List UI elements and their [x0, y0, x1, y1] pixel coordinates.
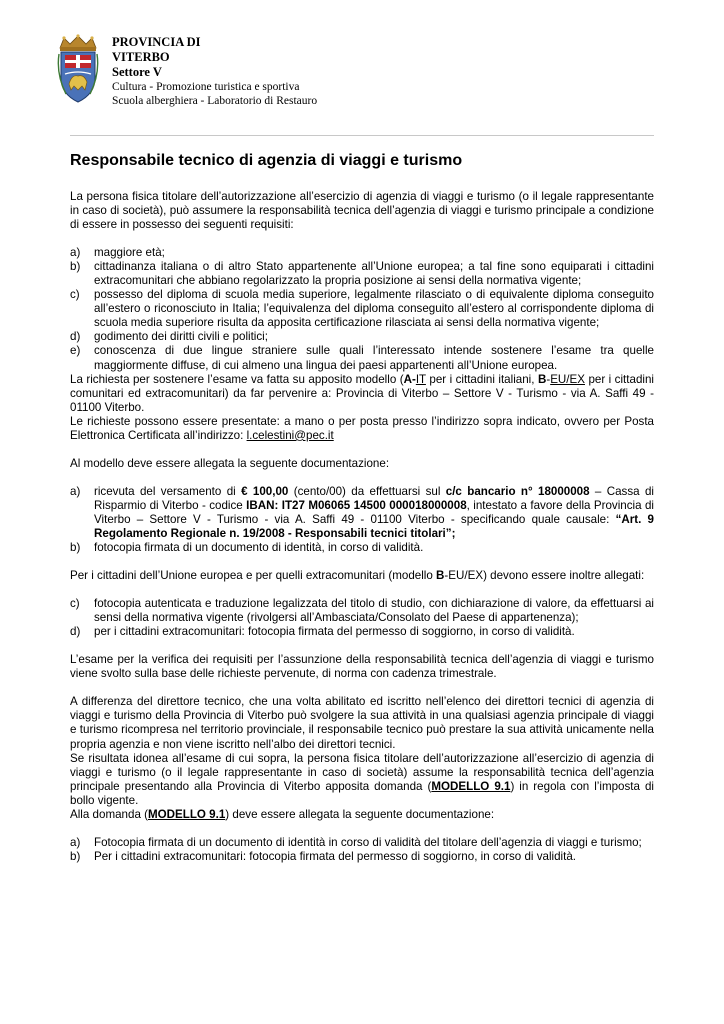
header-divider — [70, 135, 654, 136]
list-item: e) conoscenza di due lingue straniere sulle quali l’interessato intende sostenere l’esame tra quelle maggiormente diffuse, di cui almeno una lingua dei paesi appartenenti all’Unione europea. — [70, 344, 654, 372]
org-name-line1: PROVINCIA DI — [112, 35, 201, 49]
list-item: c) fotocopia autenticata e traduzione legalizzata del titolo di studio, con dichiarazione di valore, da effettuarsi ai sensi della normativa vigente (rivolgersi all’Ambasciata/Consolato del Paese di appartenenza); — [70, 597, 654, 625]
letterhead — [56, 34, 656, 114]
requirements-list — [70, 246, 654, 372]
department-line2: Scuola alberghiera - Laboratorio di Restauro — [112, 95, 318, 107]
domanda-paragraph: Alla domanda (MODELLO 9.1) deve essere allegata la seguente documentazione: — [70, 807, 495, 821]
difference-paragraph: A differenza del direttore tecnico, che una volta abilitato ed iscritto nell’elenco dei direttori tecnici di agenzia di viaggi e turismo della Provincia di Viterbo può svolgere la sua attività in una qualsiasi agenzia principale di viaggi e turismo ricompresa nel territorio provinciale, il responsabile tecnico può prestare la sua attività unicamente nella propria agenzia e non viene iscritto nell’albo dei direttori tecnici. — [70, 695, 654, 751]
list-item: a) Fotocopia firmata di un documento di identità in corso di validità del titolare dell’agenzia di viaggi e turismo; — [70, 835, 642, 849]
suitability-paragraph: Se risultata idonea all’esame di cui sopra, la persona fisica titolare dell’autorizzazione all’esercizio di agenzia di viaggi e turismo (o il legale rappresentante in caso di società) assume la responsabilità tecnica dell’agenzia principale presentando alla Provincia di Viterbo apposita domanda (MODELLO 9.1) in regola con l’imposta di bollo vigente. — [70, 751, 654, 807]
list-item: d) godimento dei diritti civili e politici; — [70, 330, 268, 344]
org-name-line2: VITERBO — [112, 50, 170, 64]
payment-amount: € 100,00 — [241, 484, 289, 498]
document-body — [70, 190, 654, 864]
exam-paragraph: L’esame per la verifica dei requisiti per l’assunzione della responsabilità tecnica dell’agenzia di viaggi e turismo viene svolto sulla base delle richieste pervenute, di norma con cadenza trimestrale. — [70, 653, 654, 681]
list-item: a) ricevuta del versamento di € 100,00 (cento/00) da effettuarsi sul c/c bancario n° 18000008 – Cassa di Risparmio di Viterbo - codice IBAN: IT27 M06065 14500 000018000008, intestato a favore della Provincia di Viterbo – Settore V - Turismo - via A. Saffi 49 - 01100 Viterbo - specificando quale causale: “Art. 9 Regolamento Regionale n. 19/2008 - Responsabili tecnici titolari”; — [70, 484, 654, 540]
list-item: b) cittadinanza italiana o di altro Stato appartenente all’Unione europea; a tal fine sono equiparati i cittadini extracomunitari che abbiano regolarizzato la propria posizione ai sensi della normativa vigente; — [70, 260, 654, 288]
list-item: a) maggiore età; — [70, 246, 165, 260]
documents-intro: Al modello deve essere allegata la seguente documentazione: — [70, 456, 390, 470]
presentation-paragraph: Le richieste possono essere presentate: a mano o per posta presso l’indirizzo sopra indicato, ovvero per Posta Elettronica Certificata all’indirizzo: l.celestini@pec.it — [70, 414, 654, 442]
eu-intro-paragraph: Per i cittadini dell’Unione europea e per quelli extracomunitari (modello B-EU/EX) devono essere inoltre allegati: — [70, 569, 645, 583]
page-title: Responsabile tecnico di agenzia di viaggi e turismo — [70, 152, 463, 169]
list-item: d) per i cittadini extracomunitari: fotocopia firmata del permesso di soggiorno, in corso di validità. — [70, 625, 575, 639]
iban-code: IBAN: IT27 M06065 14500 000018000008 — [246, 498, 467, 512]
sector-name: Settore V — [112, 65, 162, 79]
bank-account: c/c bancario n° 18000008 — [445, 484, 590, 498]
list-item: b) fotocopia firmata di un documento di identità, in corso di validità. — [70, 541, 424, 555]
department-line1: Cultura - Promozione turistica e sportiva — [112, 81, 300, 93]
intro-paragraph: La persona fisica titolare dell’autorizzazione all’esercizio di agenzia di viaggi e turismo (o il legale rappresentante in caso di società), può assumere la responsabilità tecnica dell’agenzia di viaggi e turismo principale a condizione di essere in possesso dei seguenti requisiti: — [70, 190, 654, 232]
list-item: c) possesso del diploma di scuola media superiore, legalmente rilasciato o di equivalente diploma conseguito all’estero o riconosciuto in Italia; l’equivalenza del diploma conseguito all’estero al corrispondente diploma di scuola media superiore risulta da apposita certificazione rilasciata ai sensi della normativa vigente; — [70, 288, 654, 330]
coat-of-arms-icon — [56, 34, 100, 106]
request-paragraph: La richiesta per sostenere l’esame va fatta su apposito modello (A-IT per i cittadini italiani, B-EU/EX per i cittadini comunitari ed extracomunitari) da far pervenire a: Provincia di Viterbo – Settore V - Turismo - via A. Saffi 49 - 01100 Viterbo. — [70, 372, 654, 414]
payment-causale: “Art. 9 Regolamento Regionale n. 19/2008 - Responsabili tecnici titolari”; — [94, 512, 654, 540]
list-item: b) Per i cittadini extracomunitari: fotocopia firmata del permesso di soggiorno, in corso di validità. — [70, 849, 577, 863]
pec-email-link[interactable]: l.celestini@pec.it — [246, 428, 334, 442]
organization-block — [112, 35, 317, 108]
